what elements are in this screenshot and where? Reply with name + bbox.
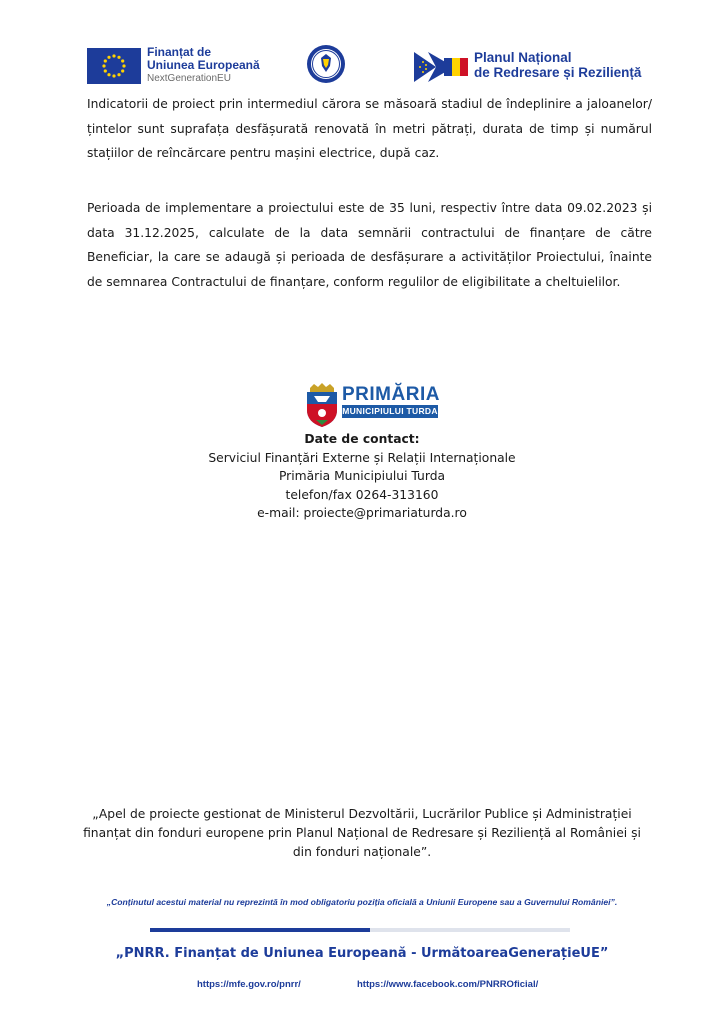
eu-logo-line2: Uniunea Europeană: [147, 58, 260, 72]
pnrr-logo-icon: [414, 52, 470, 82]
implementation-period-paragraph: Perioada de implementare a proiectului este de 35 luni, respectiv între data 09.02.2023 și data 31.12.2025, calculate de la data semnării contractului de finanțare de către Beneficiar, la care se adaugă și perioada de desfășurare a activităților Proiectului, înainte de semnarea Contractului de finanțare, conform regulilor de eligibilitate a cheltuielilor.: [87, 201, 652, 289]
primaria-logo-subtitle: MUNICIPIULUI TURDA: [342, 406, 438, 416]
contact-heading: Date de contact:: [304, 432, 420, 446]
eu-funding-logo-text: [147, 46, 260, 86]
contact-block: [0, 430, 724, 523]
indicators-paragraph: Indicatorii de proiect prin intermediul cărora se măsoară stadiul de îndeplinire a jaloanelor/țintelor sunt suprafața desfășurată renovată în metri pătrați, durata de timp și numărul stațiilor de reîncărcare pentru mașini electrice, după caz.: [87, 97, 652, 160]
eu-logo-line1: Finanțat de: [147, 45, 212, 59]
eu-logo-line3: NextGenerationEU: [147, 73, 231, 84]
footer-divider-dark: [150, 928, 370, 932]
pnrr-slogan: „PNRR. Finanțat de Uniunea Europeană - UrmătoareaGenerațieUE”: [115, 946, 609, 961]
contact-email: e-mail: proiecte@primariaturda.ro: [257, 506, 467, 520]
pnrr-logo-text: [474, 50, 641, 80]
romanian-government-seal-icon: [306, 44, 346, 84]
turda-coat-of-arms-icon: [304, 382, 340, 428]
pnrr-logo-line2: de Redresare și Reziliență: [474, 65, 642, 80]
contact-institution: Primăria Municipiului Turda: [278, 469, 446, 483]
footer-divider-light: [370, 928, 570, 932]
contact-service: Serviciul Finanțări Externe și Relații Internaționale: [208, 450, 516, 465]
primaria-logo-word: PRIMĂRIA: [342, 384, 440, 405]
facebook-link[interactable]: https://www.facebook.com/PNRROficial/: [357, 979, 539, 990]
funding-appeal-statement: „Apel de proiecte gestionat de Ministerul Dezvoltării, Lucrărilor Publice și Administrației finanțat din fonduri europene prin Planul Național de Redresare și Reziliență al României și din fonduri naționale”.: [83, 807, 641, 859]
contact-phone: telefon/fax 0264-313160: [285, 487, 439, 502]
eu-disclaimer: „Conținutul acestui material nu reprezintă în mod obligatoriu poziția oficială a Uniunii Europene sau a Guvernului României”.: [106, 897, 618, 907]
mfe-link[interactable]: https://mfe.gov.ro/pnrr/: [197, 979, 301, 990]
eu-flag-icon: [87, 48, 141, 84]
pnrr-logo-line1: Planul Național: [474, 50, 572, 65]
